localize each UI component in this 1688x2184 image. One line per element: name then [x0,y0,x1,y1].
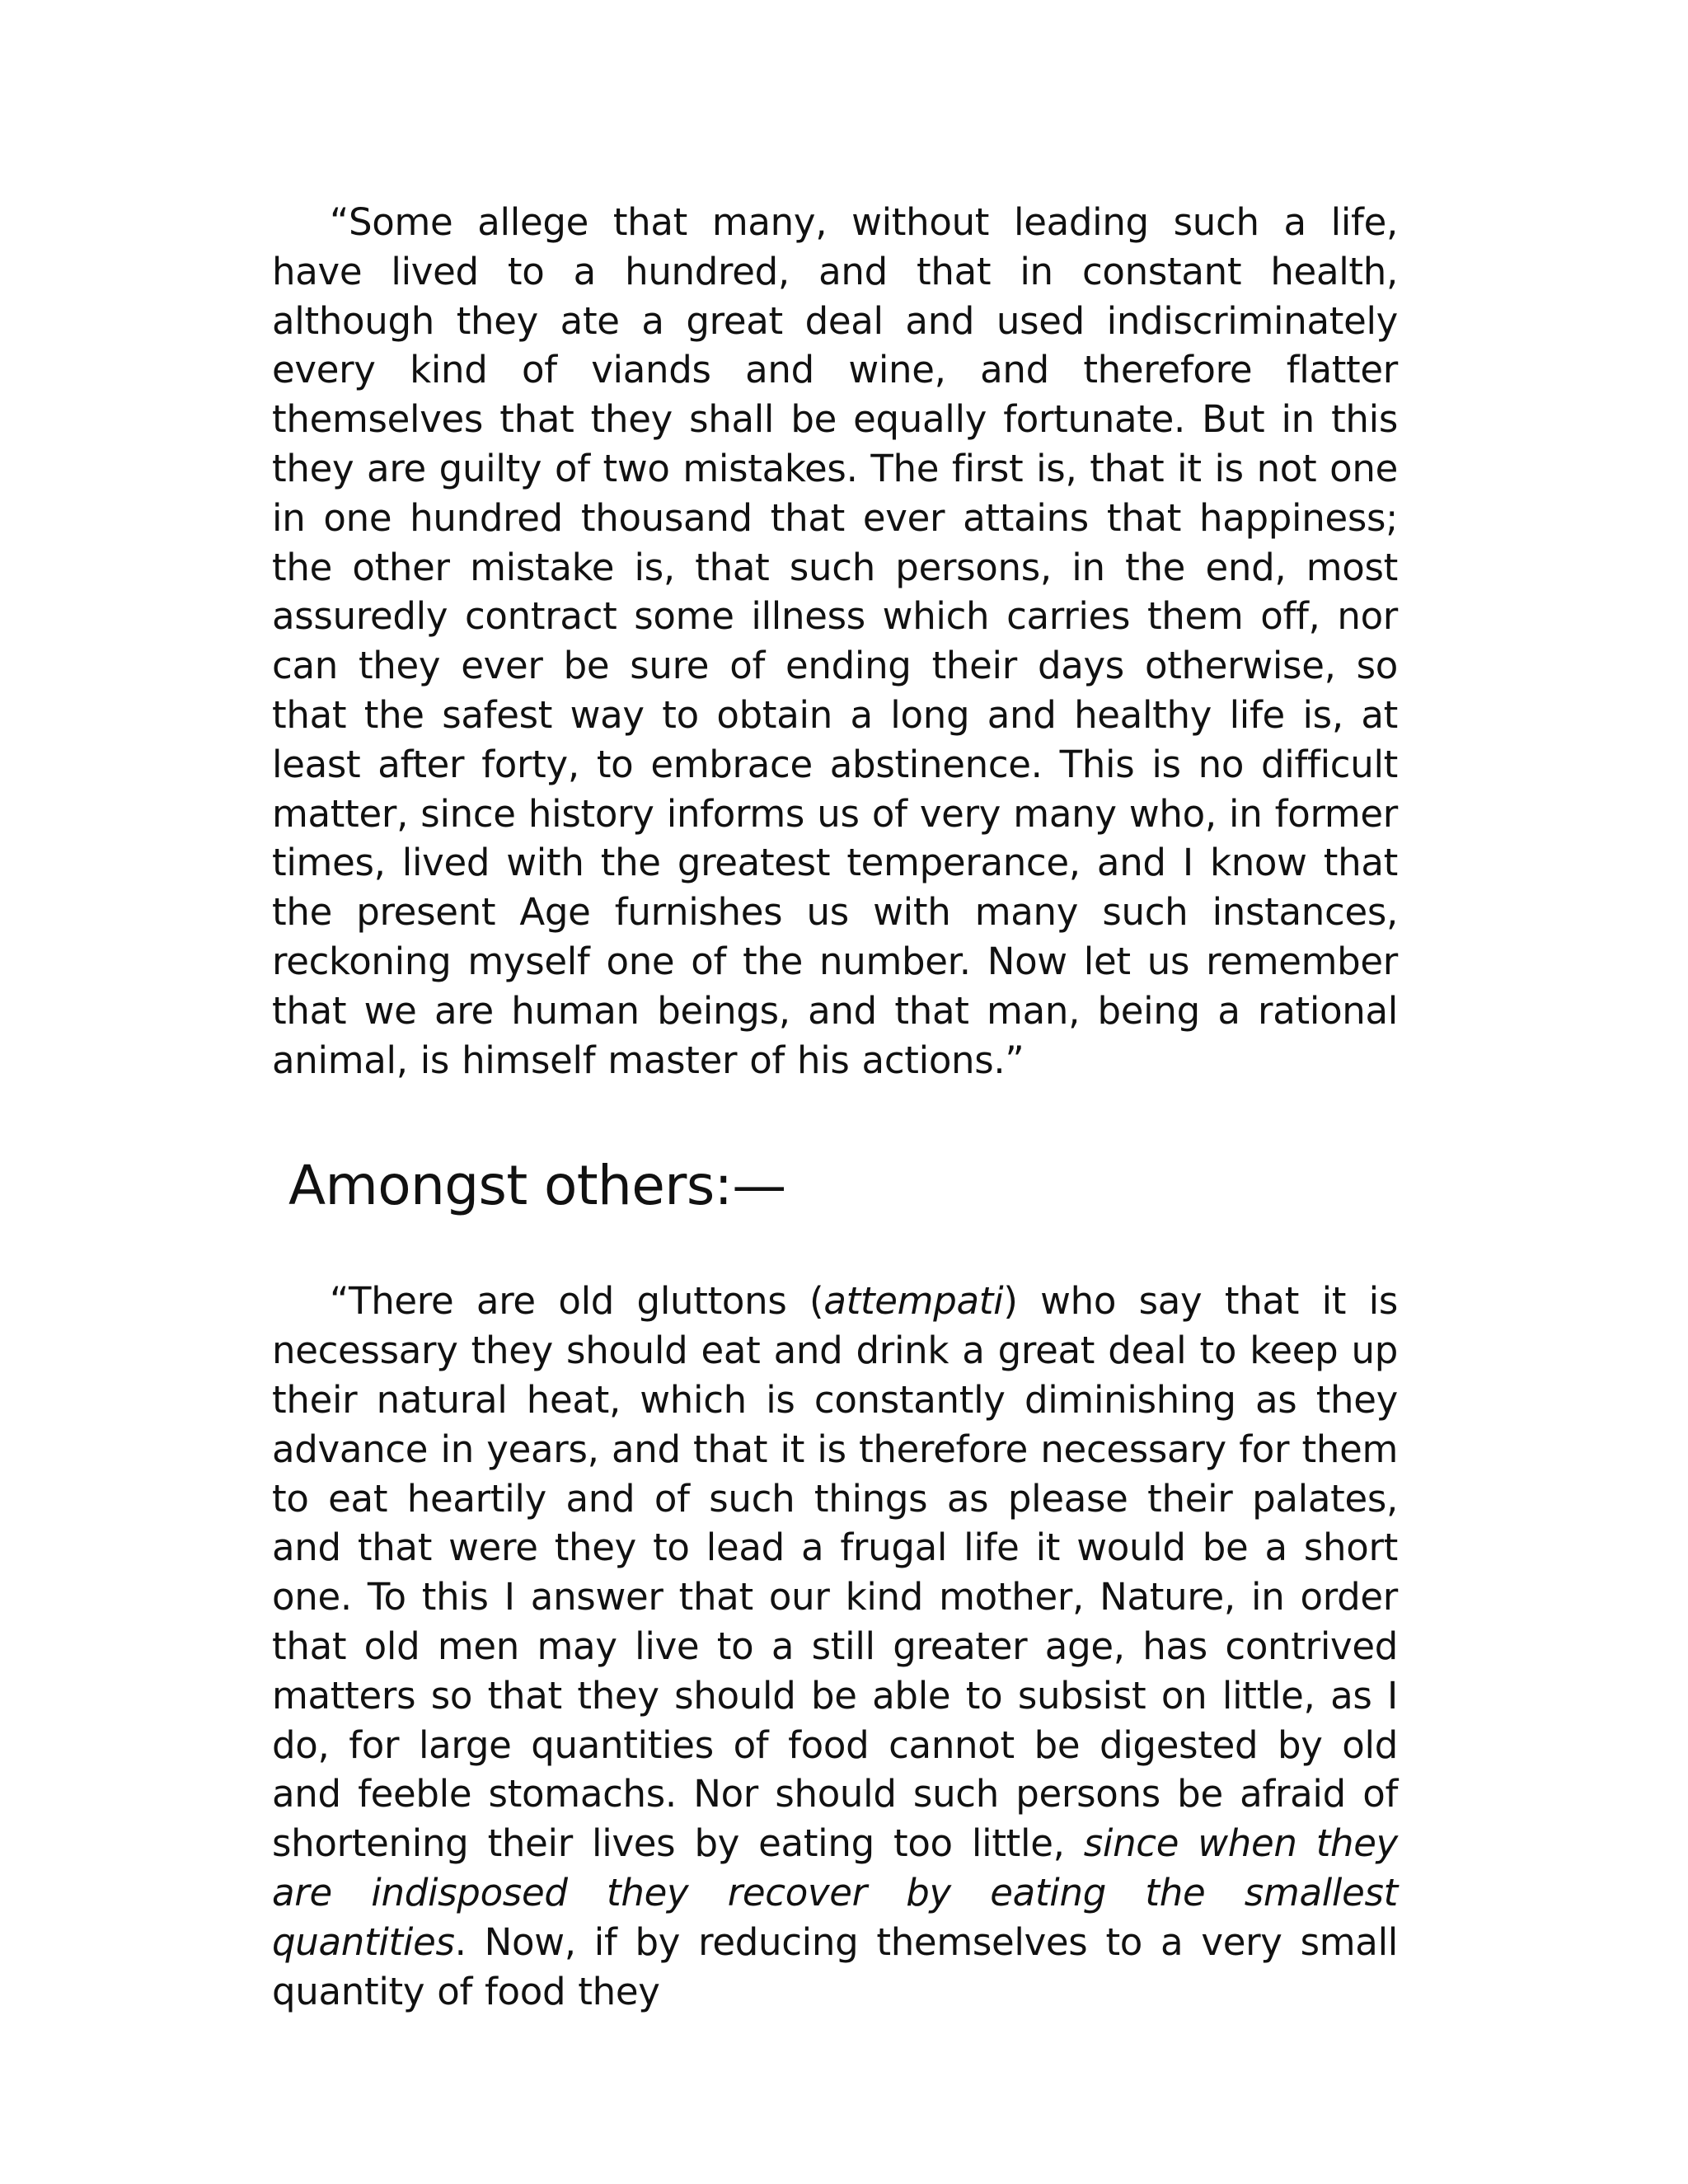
paragraph-2-text-2: ) who say that it is necessary they should eat and drink a great deal to keep up their natural heat, which is constantly diminishing as they advance in years, and that it is therefore necessary for them to eat heartily and of such things as please their palates, and that were they to lead a frugal life it would be a short one. To this I answer that our kind mother, Nature, in order that old men may live to a still greater age, has contrived matters so that they should be able to subsist on little, as I do, for large quantities of food cannot be digested by old and feeble stomachs. Nor should such persons be afraid of shortening their lives by eating too little, [272,1279,1398,1866]
paragraph-2-text-3: . Now, if by reducing themselves to a very small quantity of food they [272,1919,1398,2013]
paragraph-2-italic-2: since when they are indisposed they recover by eating the smallest quantities [272,1821,1398,1964]
paragraph-quote-2 [272,1277,1398,2016]
paragraph-quote-1: “Some allege that many, without leading such a life, have lived to a hundred, and that in constant health, although they ate a great deal and used indiscriminately every kind of viands and wine, and therefore flatter themselves that they shall be equally fortunate. But in this they are guilty of two mistakes. The first is, that it is not one in one hundred thousand that ever attains that happiness; the other mistake is, that such persons, in the end, most assuredly contract some illness which carries them off, nor can they ever be sure of ending their days otherwise, so that the safest way to obtain a long and healthy life is, at least after forty, to embrace abstinence. This is no difficult matter, since history informs us of very many who, in former times, lived with the greatest temperance, and I know that the present Age furnishes us with many such instances, reckoning myself one of the number. Now let us remember that we are human beings, and that man, being a rational animal, is himself master of his actions.” [272,200,1398,1082]
paragraph-2-italic-1: attempati [823,1279,1004,1324]
paragraph-2-text-1: “There are old gluttons ( [330,1279,824,1324]
text-column [272,198,1398,2016]
section-heading: Amongst others:— [288,1154,786,1218]
